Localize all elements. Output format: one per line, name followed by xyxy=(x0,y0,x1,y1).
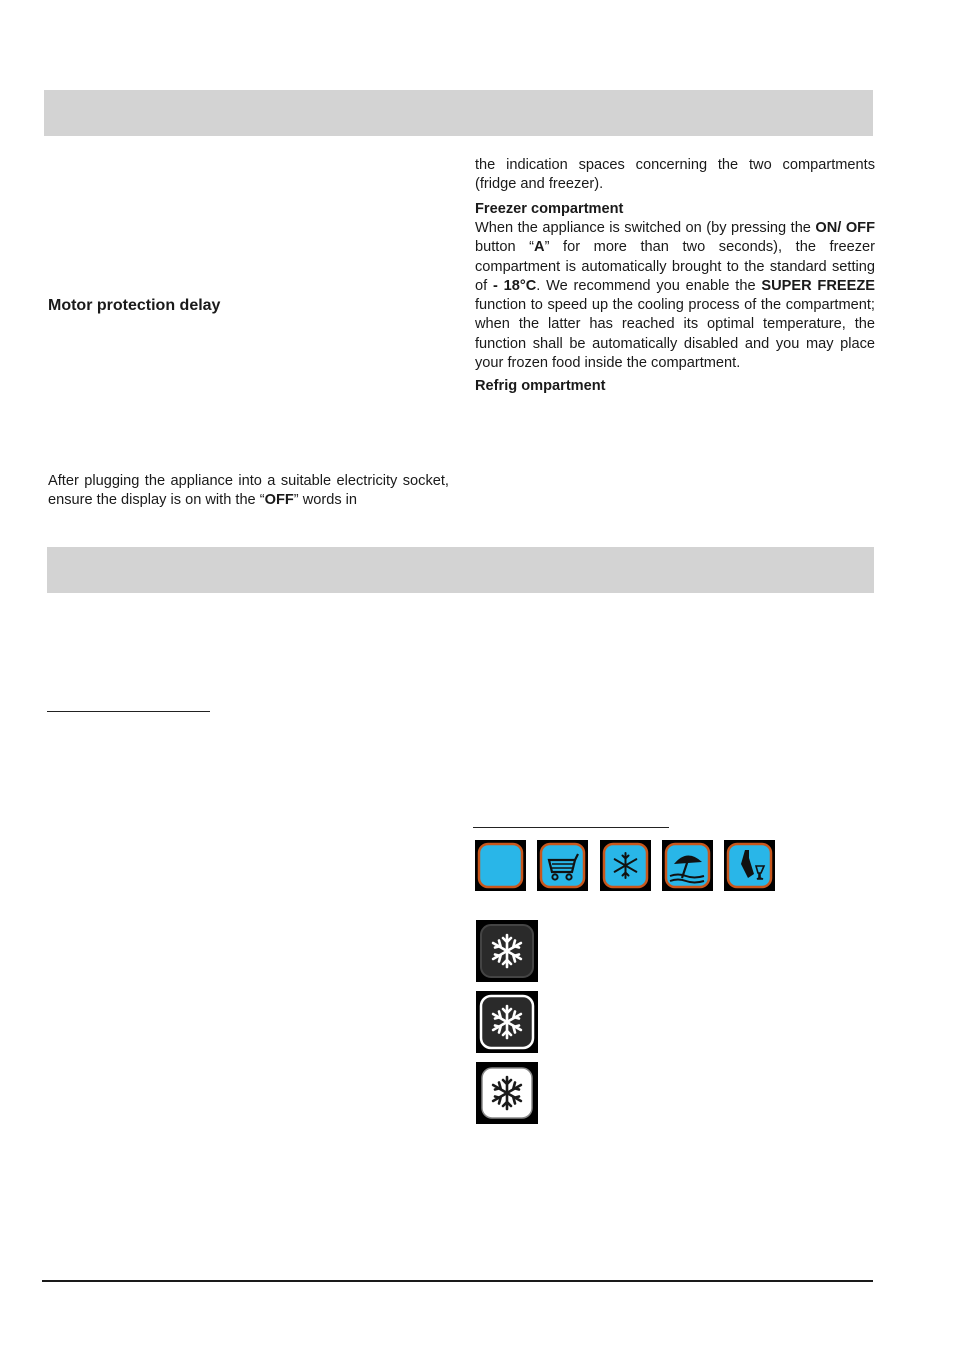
snowflake-icon xyxy=(600,840,651,891)
snowflake-dark-icon xyxy=(476,920,538,982)
bottle-glass-icon xyxy=(724,840,775,891)
beach-umbrella-icon xyxy=(662,840,713,891)
snowflake-inverted-icon xyxy=(476,1062,538,1124)
footer-divider xyxy=(42,1280,873,1282)
underline-rule-left xyxy=(47,711,210,712)
section-header-band-top xyxy=(44,90,873,136)
underline-rule-right xyxy=(473,827,669,828)
section-header-band-middle xyxy=(47,547,874,593)
plug-in-paragraph: After plugging the appliance into a suitable electricity socket, ensure the display is on with the “OFF” words in xyxy=(48,473,449,509)
freezer-compartment-heading: Freezer compartment xyxy=(475,201,624,217)
refrigerator-compartment-heading: Refrig ompartment xyxy=(475,378,606,394)
intro-paragraph: the indication spaces concerning the two compartments (fridge and freezer). xyxy=(475,157,875,193)
function-icons-row xyxy=(475,840,785,892)
snowflake-outlined-icon xyxy=(476,991,538,1053)
motor-protection-heading: Motor protection delay xyxy=(48,297,221,314)
blank-mode-icon xyxy=(475,840,526,891)
freezer-paragraph: When the appliance is switched on (by pressing the ON/ OFF button “A” for more than two seconds), the freezer compartment is automatically brought to the standard setting of - 18°C. We recommend you enable the SUPER FREEZE function to speed up the cooling process of the compartment; when the latter has reached its optimal temperature, the function shall be automatically disabled and you may place your frozen food inside the compartment. xyxy=(475,220,876,372)
shopping-cart-icon xyxy=(537,840,588,891)
